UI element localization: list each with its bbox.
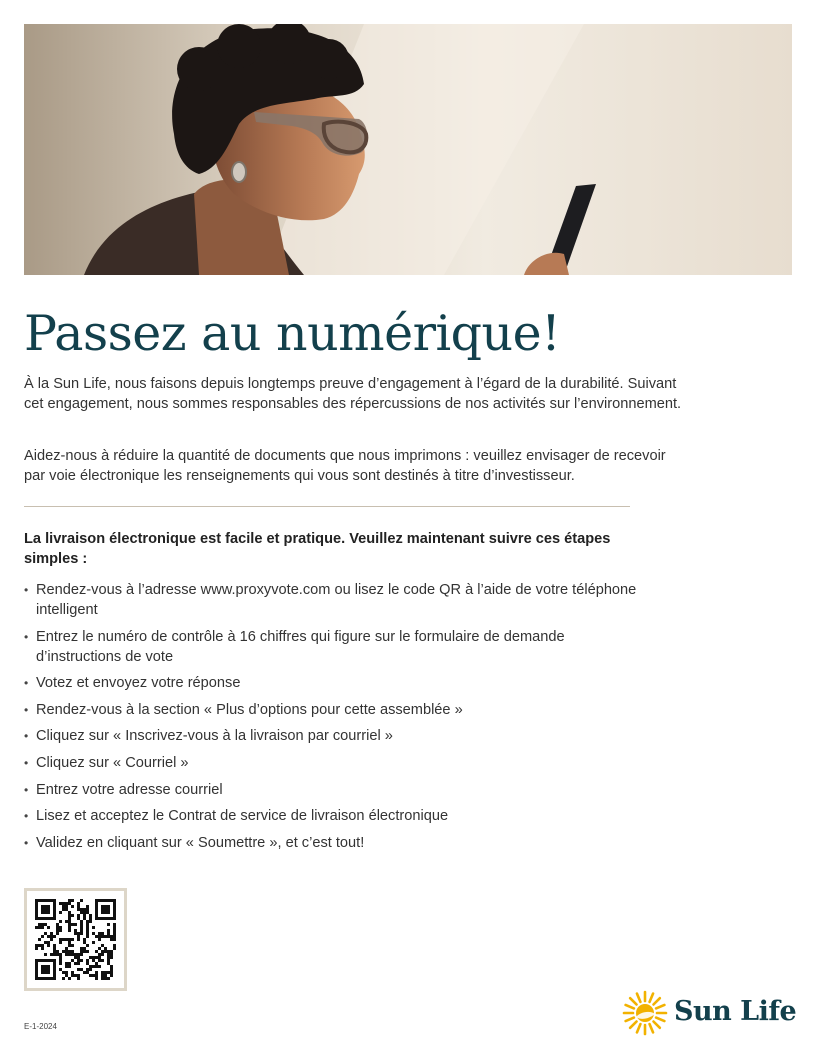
qr-code-icon [35, 899, 116, 980]
logo-text: Sun Life [674, 996, 797, 1027]
steps-list [24, 580, 644, 859]
step-text: Rendez-vous à l’adresse www.proxyvote.com ou lisez le code QR à l’aide de votre téléphone intelligent [36, 582, 637, 618]
step-text: Entrez le numéro de contrôle à 16 chiffres qui figure sur le formulaire de demande d’instructions de vote [36, 628, 565, 665]
step-text: Validez en cliquant sur « Soumettre », et c’est tout! [36, 834, 365, 851]
list-item [24, 806, 644, 826]
step-text: Rendez-vous à la section « Plus d’options pour cette assemblée » [36, 701, 463, 718]
steps-heading: La livraison électronique est facile et pratique. Veuillez maintenant suivre ces étapes simples : [24, 531, 611, 567]
sun-life-logo [622, 990, 797, 1036]
bullet-icon: • [24, 835, 29, 850]
step-text: Cliquez sur « Courriel » [36, 754, 189, 771]
qr-code[interactable] [24, 888, 127, 991]
bullet-icon: • [24, 702, 29, 717]
sun-icon [622, 990, 668, 1036]
bullet-icon: • [24, 629, 29, 644]
intro-paragraph: À la Sun Life, nous faisons depuis longtemps preuve d’engagement à l’égard de la durabilité. Suivant cet engagement, nous sommes responsables des répercussions de nos activités sur l’environnement. [24, 376, 682, 412]
list-item [24, 627, 644, 667]
list-item [24, 833, 644, 853]
section-divider [24, 506, 630, 507]
list-item [24, 726, 644, 746]
request-paragraph: Aidez-nous à réduire la quantité de documents que nous imprimons : veuillez envisager de recevoir par voie électronique les renseignements qui vous sont destinés à titre d’investisseur. [24, 448, 666, 484]
bullet-icon: • [24, 809, 29, 824]
step-text: Cliquez sur « Inscrivez-vous à la livraison par courriel » [36, 728, 393, 745]
bullet-icon: • [24, 729, 29, 744]
list-item [24, 753, 644, 773]
step-text: Entrez votre adresse courriel [36, 781, 223, 798]
list-item [24, 780, 644, 800]
bullet-icon: • [24, 782, 29, 797]
bullet-icon: • [24, 583, 29, 597]
step-text: Lisez et acceptez le Contrat de service de livraison électronique [36, 808, 449, 825]
list-item [24, 700, 644, 720]
page-title: Passez au numérique! [24, 305, 561, 362]
bullet-icon: • [24, 755, 29, 770]
document-code: E-1-2024 [24, 1022, 57, 1031]
step-text: Votez et envoyez votre réponse [36, 675, 241, 692]
list-item [24, 673, 644, 693]
hero-photo [24, 24, 792, 275]
bullet-icon: • [24, 676, 29, 691]
list-item [24, 580, 644, 620]
